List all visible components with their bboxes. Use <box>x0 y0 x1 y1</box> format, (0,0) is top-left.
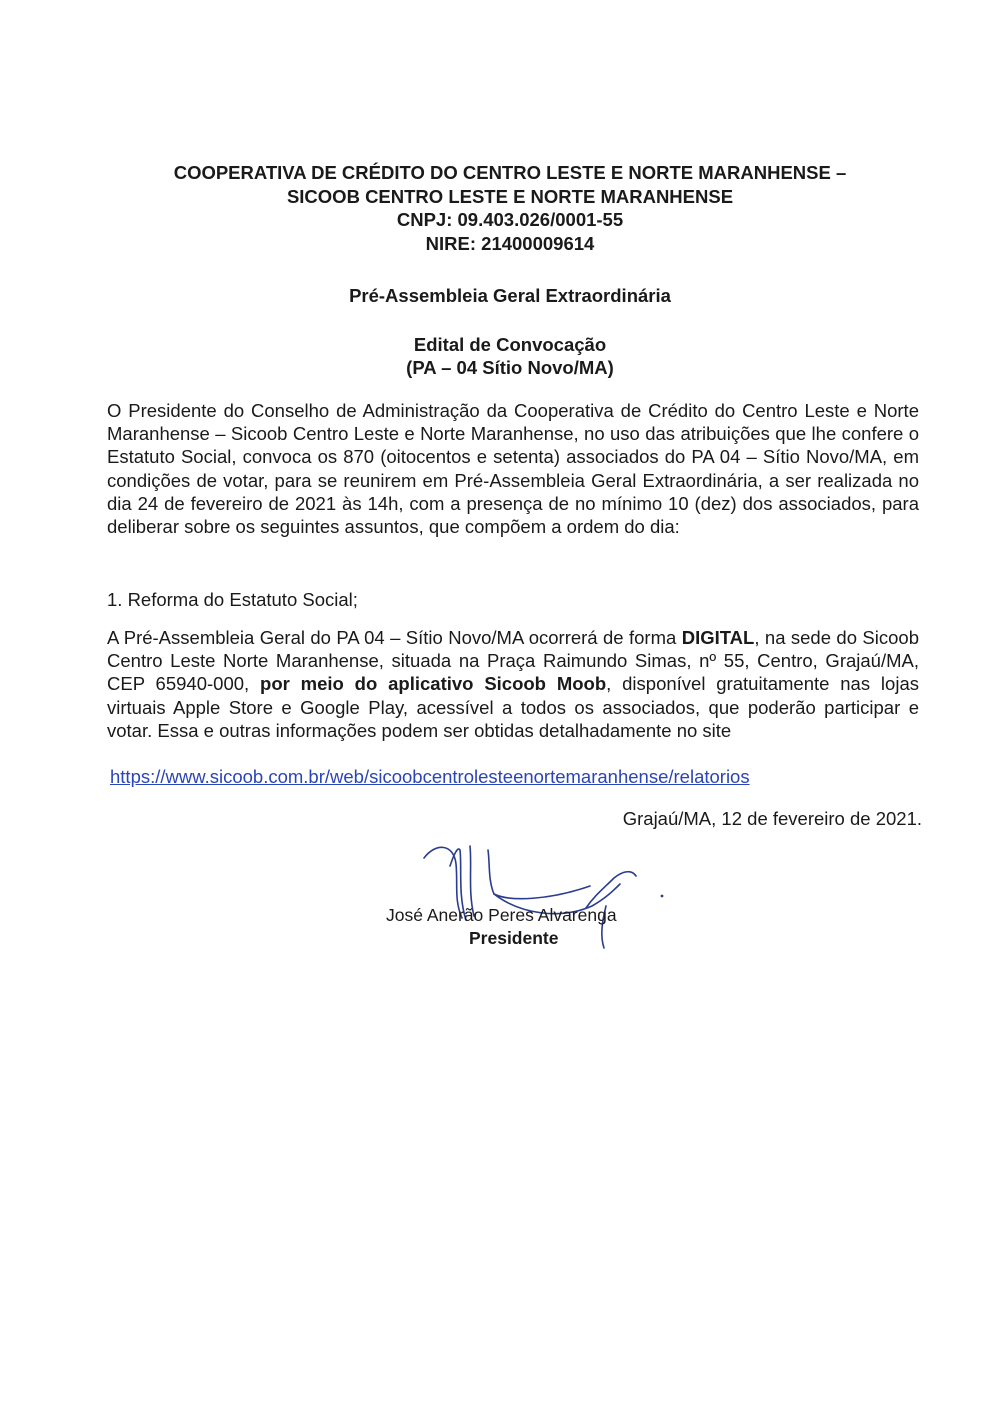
details-text-3: , disponível gratuitamente nas lojas virtuais Apple Store e Google Play, acessível a todos os associados, que poderão participar e votar. Essa e outras informações podem ser obtidas detalhadamente no site <box>107 673 919 741</box>
edital-subtitle: (PA – 04 Sítio Novo/MA) <box>406 357 614 378</box>
edital-heading <box>100 333 920 379</box>
header-sicoob-name: SICOOB CENTRO LESTE E NORTE MARANHENSE <box>286 185 734 207</box>
convocation-paragraph: O Presidente do Conselho de Administração da Cooperativa de Crédito do Centro Leste e Norte Maranhense – Sicoob Centro Leste e Norte Maranhense, no uso das atribuições que lhe confere o Estatuto Social, convoca os 870 (oitocentos e setenta) associados do PA 04 – Sítio Novo/MA, em condições de votar, para se reunirem em Pré-Assembleia Geral Extraordinária, a ser realizada no dia 24 de fevereiro de 2021 às 14h, com a presença de no mínimo 10 (dez) dos associados, para deliberar sobre os seguintes assuntos, que compõem a ordem do dia: <box>107 400 919 538</box>
header-cooperative-name: COOPERATIVA DE CRÉDITO DO CENTRO LESTE E NORTE MARANHENSE – <box>173 162 847 183</box>
edital-title: Edital de Convocação <box>413 334 607 355</box>
header-cnpj: CNPJ: 09.403.026/0001-55 <box>396 209 624 230</box>
details-text-2: , na sede do Sicoob Centro Leste Norte Maranhense, situada na Praça Raimundo Simas, nº 55, Centro, Grajaú/MA, CEP 65940-000, <box>107 627 919 695</box>
header-nire: NIRE: 21400009614 <box>425 232 595 254</box>
signer-role: Presidente <box>469 928 559 948</box>
agenda-item: 1. Reforma do Estatuto Social; <box>107 589 358 610</box>
details-app-name: por meio do aplicativo Sicoob Moob <box>260 673 607 695</box>
date-line: Grajaú/MA, 12 de fevereiro de 2021. <box>622 808 922 829</box>
meeting-details-paragraph <box>107 626 919 742</box>
reports-link[interactable]: https://www.sicoob.com.br/web/sicoobcentrolesteenortemaranhense/relatorios <box>110 766 750 787</box>
details-text-1: A Pré-Assembleia Geral do PA 04 – Sítio Novo/MA ocorrerá de forma <box>107 627 682 648</box>
signer-name: José Anerão Peres Alvarenga <box>386 905 617 925</box>
document-header <box>100 161 920 255</box>
assembly-title: Pré-Assembleia Geral Extraordinária <box>349 285 671 306</box>
details-digital: DIGITAL <box>681 627 755 648</box>
